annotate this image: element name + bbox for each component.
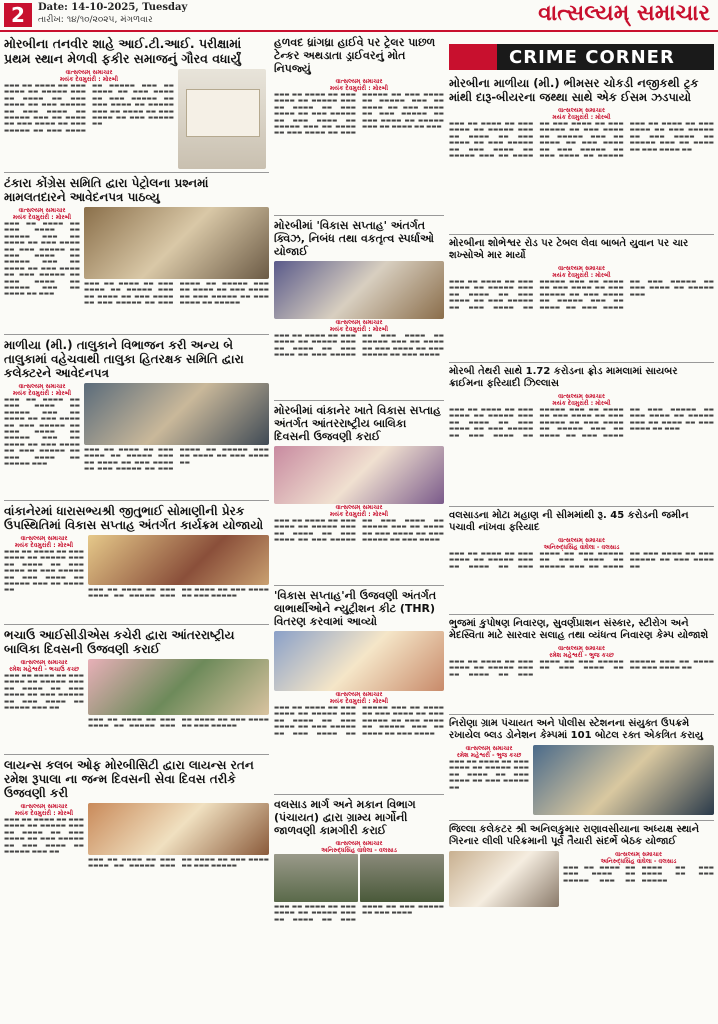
byline: વાત્સલ્યમ્ સમાચાર મયંક દેવમુરારી : મોરબી [59,69,119,83]
headline-a3: માળીયા (મી.) તાલુકાને વિભાજન કરી અન્ય બે તાલુકામાં વહેચવાથી તાલુકા હિતરક્ષક સમિતિ દ્વારા કલેક્ટરને આવેદનપત્ર [4,338,244,380]
page-header [0,0,718,32]
article-body: ▬▬▬ ▬▬ ▬▬▬▬ ▬▬ ▬▬▬ ▬▬▬▬ ▬▬ ▬▬▬▬▬ ▬▬▬ ▬▬ ▬▬▬▬ ▬▬ ▬▬▬ ▬▬▬▬ ▬▬ ▬▬▬ ▬▬▬▬▬ ▬▬ ▬▬▬ ▬▬▬▬ ▬▬ ▬▬▬▬▬ ▬▬▬ ▬▬ ▬▬▬▬ ▬▬ ▬▬▬ ▬▬▬▬ ▬▬ ▬▬▬ ▬▬▬▬▬ ▬▬ ▬▬▬ ▬▬▬▬ ▬▬ ▬▬▬▬▬ ▬▬▬ ▬▬ ▬▬▬▬ ▬▬ ▬▬▬ ▬▬▬▬ ▬▬ ▬▬▬ ▬▬▬▬▬ ▬▬ ▬▬▬ ▬▬▬▬ ▬▬ ▬▬▬▬▬ ▬▬▬ ▬▬ ▬▬▬▬ ▬▬ ▬▬▬ ▬▬▬▬ ▬▬ ▬▬▬ ▬▬▬▬▬ ▬▬ ▬▬▬ ▬▬▬▬ ▬▬ ▬▬▬▬▬ ▬▬▬ ▬▬ ▬▬▬▬ ▬▬ ▬▬▬ ▬▬▬▬ ▬▬ [449,121,714,160]
article-photo [84,207,269,279]
byline: વાત્સલ્યમ્ સમાચાર મયંક દેવમુરારી : મોરબી [329,319,389,333]
byline: વાત્સલ્યમ્ સમાચાર રમેશ મહેશ્વરી - ભુજ કચ્છ [456,745,522,759]
column-left [4,34,269,897]
headline-b2: મોરબીમાં 'વિકાસ સપ્તાહ' અંતર્ગત ક્વિઝ, નિબંધ તથા વકતૃત્વ સ્પર્ધાઓ યોજાઈ [274,219,435,258]
article-body: ▬▬▬ ▬▬ ▬▬▬▬ ▬▬ ▬▬▬ ▬▬▬▬ ▬▬ ▬▬▬▬▬ ▬▬▬ ▬▬ ▬▬▬▬ ▬▬ ▬▬▬ ▬▬▬▬ ▬▬ ▬▬▬ ▬▬▬▬▬ ▬▬ ▬▬▬ ▬▬▬▬ ▬▬ ▬▬▬▬▬ ▬▬▬ ▬▬ ▬▬▬▬ ▬▬ ▬▬▬ ▬▬▬▬ ▬▬ ▬▬▬ ▬▬▬▬▬ ▬▬ ▬▬▬ ▬▬▬▬ [274,333,444,359]
headline-a1: મોરબીના તનવીર શાહે આઈ.ટી.આઈ. પરીક્ષામાં પ્રથમ સ્થાન મેળવી ફકીર સમાજનું ગૌરવ વધાર્યું [4,36,242,66]
article-photo [88,535,269,585]
byline: વાત્સલ્યમ્ સમાચાર મયંક દેવમુરારી : મોરબી [552,265,611,279]
article-photo [533,745,714,815]
byline: વાત્સલ્યમ્ સમાચાર અનિરુદ્ધસિંહ વાઘેલા - વલસાડ [543,537,620,551]
article-photo [274,631,444,691]
byline: વાત્સલ્યમ્ સમાચાર મયંક દેવમુરારી : મોરબી [12,383,72,397]
article-body: ▬▬▬ ▬▬ ▬▬▬▬ ▬▬ ▬▬▬ ▬▬▬▬ ▬▬ ▬▬▬▬▬ ▬▬▬ ▬▬ ▬▬▬▬ ▬▬ ▬▬▬ ▬▬▬▬ ▬▬ ▬▬▬ ▬▬▬▬▬ ▬▬ ▬▬▬ ▬▬▬▬ ▬▬ ▬▬▬▬▬ ▬▬▬ ▬▬ ▬▬▬▬ ▬▬ ▬▬▬ ▬▬▬▬ ▬▬ ▬▬▬ ▬▬▬▬▬ ▬▬ ▬▬▬ ▬▬▬▬ ▬▬ ▬▬▬▬▬ ▬▬▬ ▬▬ ▬▬▬▬ ▬▬ ▬▬▬ [4,221,80,298]
article-body: ▬▬▬ ▬▬ ▬▬▬▬ ▬▬ ▬▬▬ ▬▬▬▬ ▬▬ ▬▬▬▬▬ ▬▬▬ ▬▬ ▬▬▬▬ ▬▬ ▬▬▬ ▬▬▬▬ ▬▬ ▬▬▬ ▬▬▬▬▬ ▬▬ ▬▬▬ ▬▬▬▬ ▬▬ ▬▬▬▬▬ ▬▬▬ ▬▬ ▬▬▬▬ ▬▬ ▬▬▬ ▬▬▬▬ ▬▬ ▬▬▬ ▬▬▬▬▬ ▬▬ ▬▬▬ ▬▬▬▬ ▬▬ ▬▬▬▬▬ ▬▬▬ ▬▬ ▬▬▬▬ ▬▬ ▬▬▬ ▬▬▬▬ [274,705,444,737]
byline: વાત્સલ્યમ્ સમાચાર મયંક દેવમુરારી : મોરબી [552,107,611,121]
headline-a4: વાંકાનેરમાં ધારાસભ્યશ્રી જીતુભાઈ સોમાણીની પ્રેરક ઉપસ્થિતિમાં વિકાસ સપ્તાહ અંતર્ગત કાર્યક્રમ યોજાયો [4,504,264,532]
headline-c7: જિલ્લા કલેકટર શ્રી અનિલકુમાર રાણાવસીયાના અધ્યક્ષ સ્થાને ગિરનાર લીલી પરિક્રમાની પૂર્વ તૈયારી સંદર્ભે બેઠક યોજાઈ [449,824,700,847]
crime-corner-banner [449,44,714,70]
headline-a2: ટંકારા કોંગ્રેસ સમિતિ દ્વારા પેટ્રોલના પ્રશ્નમાં મામલતદારને આવેદનપત્ર પાઠવ્યુ [4,176,209,204]
photo-gallery [274,854,444,902]
column-right [449,74,714,907]
article-body: ▬▬▬ ▬▬ ▬▬▬▬ ▬▬ ▬▬▬ ▬▬▬▬ ▬▬ ▬▬▬▬▬ ▬▬▬ ▬▬ ▬▬▬▬ ▬▬ ▬▬▬ ▬▬▬▬ ▬▬ ▬▬▬ ▬▬▬▬▬ [563,865,714,884]
headline-c4: વલસાડના મોટા મહાણ ની સીમમાંથી રૂ. 45 કરોડની જમીન પચાવી નાંખવા ફરિયાદ [449,510,689,533]
article-photo [88,803,269,855]
byline: વાત્સલ્યમ્ સમાચાર મયંક દેવમુરારી : મોરબી [12,207,72,221]
headline-a6: લાયન્સ કલબ ઓફ મોરબીસિટી દ્વારા લાયન્સ રતન રમેશ રૂપાલા ના જન્મ દિવસની સેવા દિવસ તરીકે ઉજવણી કરી [4,758,254,800]
byline: વાત્સલ્યમ્ સમાચાર મયંક દેવમુરારી : મોરબી [329,691,389,705]
masthead-logo: વાત્સલ્યમ્ સમાચાર [538,1,710,26]
column-middle [274,34,444,948]
article-body: ▬▬▬ ▬▬ ▬▬▬▬ ▬▬ ▬▬▬ ▬▬▬▬ ▬▬ ▬▬▬▬▬ ▬▬▬ ▬▬ ▬▬▬▬ ▬▬ ▬▬▬ ▬▬▬▬ ▬▬ ▬▬▬ ▬▬▬▬▬ ▬▬ ▬▬▬ ▬▬▬▬ ▬▬ ▬▬▬▬▬ ▬▬▬ ▬▬ ▬▬▬▬ ▬▬ ▬▬▬ ▬▬▬▬ ▬▬ ▬▬▬ ▬▬▬▬▬ ▬▬ ▬▬▬ ▬▬▬▬ ▬▬ ▬▬▬▬▬ ▬▬▬ ▬▬ ▬▬▬▬ ▬▬ ▬▬▬ ▬▬▬▬ ▬▬ ▬▬▬ ▬▬▬▬▬ ▬▬ ▬▬▬ ▬▬▬▬ ▬▬ ▬▬▬▬▬ ▬▬▬ ▬▬ ▬▬▬▬ ▬▬ ▬▬▬ [274,92,444,137]
headline-a5: ભચાઉ આઈસીડીએસ કચેરી દ્વારા આંતરરાષ્ટ્રીય બાલિકા દિવસની ઉજવણી કરાઈ [4,628,235,656]
headline-c3: મોરબી તેથરી સાથે 1.72 કરોડના ફ્રોડ મામલામાં સાયબર ક્રાઈમના ફરિયાદી ઝિલ્લાસ [449,366,678,389]
page-number: 2 [4,3,32,27]
headline-b5: વલસાડ માર્ગ અને મકાન વિભાગ (પંચાયત) દ્વારા ગ્રામ્ય માર્ગોની જાળવણી કામગીરી કરાઈ [274,798,416,837]
crime-corner-title: CRIME CORNER [509,47,675,68]
headline-b1: હળવદ ધ્રાંગધ્રા હાઈવે પર ટ્રેલર પાછળ ટેન્કર અથડાતા ડ્રાઈવરનું મોત નિપજ્યું [274,36,436,75]
headline-c5: ભુજમાં કુપોષણ નિવારણ, સુવર્ણપ્રાશન સંસ્કાર, સ્ટીરોગ અને મેદસ્વિતા માટે સારવાર સલાહ તથા વ્યંધત્વ નિવારણ કેમ્પ યોજાશે [449,618,709,641]
date-gujarati: તારીખ: ૧૪/૧૦/૨૦૨૫, મંગળવાર [38,15,153,25]
headline-c6: નિરોણા ગ્રામ પંચાયત અને પોલીસ સ્ટેશનના સંયુક્ત ઉપક્રમે રખાયેલ બ્લડ ડોનેશન કેમ્પમાં 101 બોટલ રક્ત એકત્રિત કરાયુ [449,718,704,741]
article-body: ▬▬▬ ▬▬ ▬▬▬▬ ▬▬ ▬▬▬ ▬▬▬▬ ▬▬ ▬▬▬▬▬ ▬▬▬ ▬▬ ▬▬▬▬ ▬▬ ▬▬▬ ▬▬▬▬ ▬▬ ▬▬▬ ▬▬▬▬▬ ▬▬ ▬▬▬ ▬▬▬▬ ▬▬ ▬▬▬▬▬ ▬▬▬ ▬▬ ▬▬▬▬ ▬▬ ▬▬▬ ▬▬▬▬ ▬▬ [84,447,269,473]
article-body: ▬▬▬ ▬▬ ▬▬▬▬ ▬▬ ▬▬▬ ▬▬▬▬ ▬▬ ▬▬▬▬▬ ▬▬▬ ▬▬ ▬▬▬▬ ▬▬ ▬▬▬ ▬▬▬▬ ▬▬ ▬▬▬ ▬▬▬▬▬ [88,857,269,870]
headline-c1: મોરબીના માળીયા (મી.) ભીમસર ચોકડી નજીકથી ટ્રક માંથી દારૂ-બીયરના જથ્થા સાથે એક ઈસમ ઝડપાયો [449,76,699,104]
article-body: ▬▬▬ ▬▬ ▬▬▬▬ ▬▬ ▬▬▬ ▬▬▬▬ ▬▬ ▬▬▬▬▬ ▬▬▬ ▬▬ ▬▬▬▬ ▬▬ ▬▬▬ ▬▬▬▬ ▬▬ ▬▬▬ ▬▬▬▬▬ ▬▬ ▬▬▬ ▬▬▬▬ ▬▬ ▬▬▬▬▬ ▬▬▬ ▬▬ ▬▬▬▬ ▬▬ ▬▬▬ ▬▬▬▬ ▬▬ ▬▬▬ ▬▬▬▬▬ ▬▬ ▬▬▬ ▬▬▬▬ ▬▬ ▬▬▬▬▬ ▬▬▬ ▬▬ ▬▬▬▬ ▬▬ ▬▬▬ ▬▬▬▬ ▬▬ ▬▬▬ ▬▬▬▬▬ ▬▬ ▬▬▬ ▬▬▬▬ ▬▬ ▬▬▬▬▬ ▬▬▬ ▬▬ ▬▬▬▬ ▬▬ ▬▬▬ ▬▬▬▬ ▬▬ ▬▬▬ [449,407,714,439]
article-photo [88,659,269,715]
byline: વાત્સલ્યમ્ સમાચાર અનિરુદ્ધસિંહ વાઘેલા - વલસાડ [321,840,397,854]
headline-c2: મોરબીના શોભેશ્વર રોડ પર ટેબલ લેવા બાબતે યુવાન પર ચાર શખ્સોએ માર માર્યો [449,238,689,261]
article-body: ▬▬▬ ▬▬ ▬▬▬▬ ▬▬ ▬▬▬ ▬▬▬▬ ▬▬ ▬▬▬▬▬ ▬▬▬ ▬▬ ▬▬▬▬ ▬▬ ▬▬▬ ▬▬▬▬ ▬▬ ▬▬▬ ▬▬▬▬▬ [88,717,269,730]
headline-b3: મોરબીમાં વાંકાનેર ખાતે વિકાસ સપ્તાહ અંતર્ગત આંતરરાષ્ટ્રીય બાલિકા દિવસની ઉજવણી કરાઈ [274,404,441,443]
article-photo [274,261,444,319]
byline: વાત્સલ્યમ્ સમાચાર મયંક દેવમુરારી : મોરબી [14,535,74,549]
article-body: ▬▬▬ ▬▬ ▬▬▬▬ ▬▬ ▬▬▬ ▬▬▬▬ ▬▬ ▬▬▬▬▬ ▬▬▬ ▬▬ ▬▬▬▬ ▬▬ ▬▬▬ ▬▬▬▬ ▬▬ ▬▬▬ ▬▬▬▬▬ ▬▬ ▬▬▬ ▬▬▬▬ ▬▬ ▬▬▬▬▬ ▬▬▬ ▬▬ ▬▬▬▬ ▬▬ ▬▬▬ ▬▬▬▬ ▬▬ ▬▬▬ ▬▬▬▬▬ ▬▬ ▬▬▬ ▬▬▬▬ ▬▬ ▬▬▬▬▬ ▬▬▬ ▬▬ ▬▬▬▬ ▬▬ ▬▬▬ ▬▬▬▬ ▬▬ ▬▬▬ ▬▬▬▬▬ ▬▬ ▬▬▬ ▬▬▬▬ ▬▬ ▬▬▬▬▬ ▬▬▬ [449,279,714,311]
byline: વાત્સલ્યમ્ સમાચાર અનિરુદ્ધસિંહ વાઘેલા - વલસાડ [600,851,677,865]
article-body: ▬▬▬ ▬▬ ▬▬▬▬ ▬▬ ▬▬▬ ▬▬▬▬ ▬▬ ▬▬▬▬▬ ▬▬▬ ▬▬ ▬▬▬▬ ▬▬ ▬▬▬ ▬▬▬▬ ▬▬ ▬▬▬ ▬▬▬▬▬ ▬▬ ▬▬▬ ▬▬▬▬ ▬▬ ▬▬▬▬▬ ▬▬▬ ▬▬ ▬▬▬▬ ▬▬ [4,549,84,594]
article-body: ▬▬▬ ▬▬ ▬▬▬▬ ▬▬ ▬▬▬ ▬▬▬▬ ▬▬ ▬▬▬▬▬ ▬▬▬ ▬▬ ▬▬▬▬ ▬▬ ▬▬▬ ▬▬▬▬ ▬▬ ▬▬▬ ▬▬▬▬▬ ▬▬ [449,759,529,791]
article-body: ▬▬▬ ▬▬ ▬▬▬▬ ▬▬ ▬▬▬ ▬▬▬▬ ▬▬ ▬▬▬▬▬ ▬▬▬ ▬▬ ▬▬▬▬ ▬▬ ▬▬▬ ▬▬▬▬ ▬▬ ▬▬▬ ▬▬▬▬▬ ▬▬ ▬▬▬ ▬▬▬▬ ▬▬ ▬▬▬▬▬ ▬▬▬ ▬▬ ▬▬▬▬ ▬▬ ▬▬▬ ▬▬▬▬ ▬▬ [449,659,714,678]
article-photo [449,851,559,907]
date-english: Date: 14-10-2025, Tuesday [38,2,188,13]
article-body: ▬▬▬ ▬▬ ▬▬▬▬ ▬▬ ▬▬▬ ▬▬▬▬ ▬▬ ▬▬▬▬▬ ▬▬▬ ▬▬ ▬▬▬▬ ▬▬ ▬▬▬ ▬▬▬▬ ▬▬ ▬▬▬ ▬▬▬▬▬ ▬▬ ▬▬▬ ▬▬▬▬ ▬▬ ▬▬▬▬▬ ▬▬▬ ▬▬ ▬▬▬▬ ▬▬ ▬▬▬ ▬▬▬▬ ▬▬ ▬▬▬ ▬▬▬▬▬ ▬▬ ▬▬▬ ▬▬▬▬ ▬▬ ▬▬▬▬▬ ▬▬▬ ▬▬ ▬▬▬▬ ▬▬ ▬▬▬ ▬▬▬▬ ▬▬ ▬▬▬ ▬▬▬▬▬ ▬▬ ▬▬▬ ▬▬▬▬ ▬▬ ▬▬▬▬▬ ▬▬▬ ▬▬ ▬▬▬▬ ▬▬ ▬▬▬ ▬▬▬▬ ▬▬ ▬▬▬ ▬▬▬▬▬ ▬▬ [4,83,174,134]
article-photo [84,383,269,445]
byline: વાત્સલ્યમ્ સમાચાર રમેશ મહેશ્વરી - ભચાઉ કચ્છ [9,659,79,673]
article-body: ▬▬▬ ▬▬ ▬▬▬▬ ▬▬ ▬▬▬ ▬▬▬▬ ▬▬ ▬▬▬▬▬ ▬▬▬ ▬▬ ▬▬▬▬ ▬▬ ▬▬▬ ▬▬▬▬ ▬▬ ▬▬▬ ▬▬▬▬▬ ▬▬ ▬▬▬ ▬▬▬▬ ▬▬ ▬▬▬▬▬ ▬▬▬ ▬▬ ▬▬▬▬ ▬▬ ▬▬▬ ▬▬▬▬ ▬▬ ▬▬▬ ▬▬▬▬▬ ▬▬ ▬▬▬ ▬▬▬▬ ▬▬ ▬▬▬▬▬ ▬▬▬ [4,397,80,468]
article-photo [274,446,444,504]
article-body: ▬▬▬ ▬▬ ▬▬▬▬ ▬▬ ▬▬▬ ▬▬▬▬ ▬▬ ▬▬▬▬▬ ▬▬▬ ▬▬ ▬▬▬▬ ▬▬ ▬▬▬ ▬▬▬▬ ▬▬ ▬▬▬ ▬▬▬▬▬ ▬▬ ▬▬▬ ▬▬▬▬ ▬▬ ▬▬▬▬▬ ▬▬▬ ▬▬ ▬▬▬▬ ▬▬ ▬▬▬ ▬▬▬▬ ▬▬ ▬▬▬ ▬▬▬▬▬ ▬▬ ▬▬▬ ▬▬▬▬ ▬▬ ▬▬▬▬▬ [84,281,269,307]
byline: વાત્સલ્યમ્ સમાચાર મયંક દેવમુરારી : મોરબી [552,393,611,407]
headline-b4: 'વિકાસ સપ્તાહ'ની ઉજવણી અંતર્ગત લાભાર્થીઓને ન્યુટ્રીશન કીટ (THR) વિતરણ કરવામાં આવ્યો [274,589,437,628]
byline: વાત્સલ્યમ્ સમાચાર મયંક દેવમુરારી : મોરબી [14,803,74,817]
byline: વાત્સલ્યમ્ સમાચાર મયંક દેવમુરારી : મોરબી [329,78,389,92]
byline: વાત્સલ્યમ્ સમાચાર મયંક દેવમુરારી : મોરબી [329,504,389,518]
banner-accent [449,44,497,70]
article-body: ▬▬▬ ▬▬ ▬▬▬▬ ▬▬ ▬▬▬ ▬▬▬▬ ▬▬ ▬▬▬▬▬ ▬▬▬ ▬▬ ▬▬▬▬ ▬▬ ▬▬▬ ▬▬▬▬ ▬▬ ▬▬▬ ▬▬▬▬▬ ▬▬ ▬▬▬ ▬▬▬▬ ▬▬ ▬▬▬▬▬ ▬▬▬ ▬▬ ▬▬▬▬ ▬▬ ▬▬▬ ▬▬▬▬ ▬▬ ▬▬▬ ▬▬▬▬▬ ▬▬ ▬▬▬ ▬▬▬▬ [274,518,444,544]
article-body: ▬▬▬ ▬▬ ▬▬▬▬ ▬▬ ▬▬▬ ▬▬▬▬ ▬▬ ▬▬▬▬▬ ▬▬▬ ▬▬ ▬▬▬▬ ▬▬ ▬▬▬ ▬▬▬▬ ▬▬ ▬▬▬ ▬▬▬▬▬ ▬▬ ▬▬▬ ▬▬▬▬ ▬▬ ▬▬▬▬▬ ▬▬▬ ▬▬ [4,817,84,856]
article-body: ▬▬▬ ▬▬ ▬▬▬▬ ▬▬ ▬▬▬ ▬▬▬▬ ▬▬ ▬▬▬▬▬ ▬▬▬ ▬▬ ▬▬▬▬ ▬▬ ▬▬▬ ▬▬▬▬ ▬▬ ▬▬▬ ▬▬▬▬▬ ▬▬ ▬▬▬ ▬▬▬▬ ▬▬ ▬▬▬▬▬ ▬▬▬ ▬▬ ▬▬▬▬ ▬▬ ▬▬▬ ▬▬▬▬ ▬▬ ▬▬▬ ▬▬▬▬▬ ▬▬ ▬▬▬ ▬▬▬▬ ▬▬ [449,551,714,570]
byline: વાત્સલ્યમ્ સમાચાર રમેશ મહેશ્વરી - ભુજ કચ્છ [549,645,614,659]
article-body: ▬▬▬ ▬▬ ▬▬▬▬ ▬▬ ▬▬▬ ▬▬▬▬ ▬▬ ▬▬▬▬▬ ▬▬▬ ▬▬ ▬▬▬▬ ▬▬ ▬▬▬ ▬▬▬▬ ▬▬ ▬▬▬ ▬▬▬▬▬ ▬▬ ▬▬▬ ▬▬▬▬ ▬▬ ▬▬▬▬▬ ▬▬▬ ▬▬ [4,673,84,712]
article-photo [178,69,266,169]
article-body: ▬▬▬ ▬▬ ▬▬▬▬ ▬▬ ▬▬▬ ▬▬▬▬ ▬▬ ▬▬▬▬▬ ▬▬▬ ▬▬ ▬▬▬▬ ▬▬ ▬▬▬ ▬▬▬▬ ▬▬ ▬▬▬ ▬▬▬▬▬ [88,587,269,600]
article-body: ▬▬▬ ▬▬ ▬▬▬▬ ▬▬ ▬▬▬ ▬▬▬▬ ▬▬ ▬▬▬▬▬ ▬▬▬ ▬▬ ▬▬▬▬ ▬▬ ▬▬▬ ▬▬▬▬ ▬▬ ▬▬▬ ▬▬▬▬▬ ▬▬ ▬▬▬ ▬▬▬▬ [274,904,444,923]
